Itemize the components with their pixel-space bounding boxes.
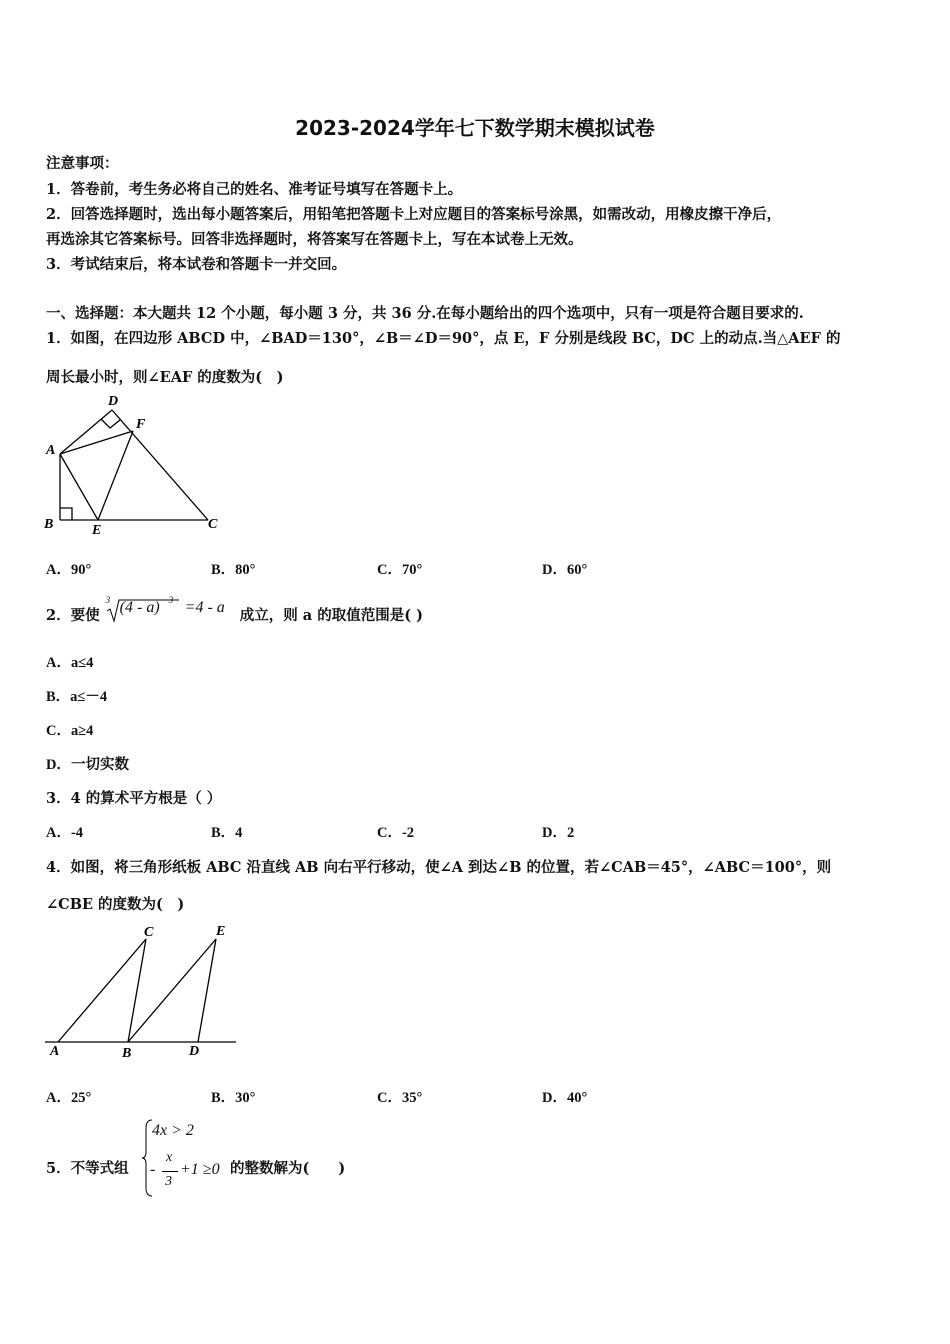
q3-option-b[interactable]: B．4 — [211, 825, 243, 841]
q5-ineq2-rest: +1 ≥0 — [180, 1161, 220, 1178]
q4-segment-be — [128, 939, 216, 1042]
q5-suffix: 的整数解为( ) — [230, 1160, 346, 1177]
q2-rhs: =4 - a — [184, 599, 225, 616]
notice-item-1: 1．答卷前，考生务必将自己的姓名、准考证号填写在答题卡上。 — [46, 181, 463, 198]
q5-inequality-1: 4x > 2 — [152, 1122, 194, 1139]
q1-segment-dc — [112, 410, 208, 520]
q3-option-c[interactable]: C．-2 — [377, 825, 415, 841]
q2-radicand: (4 - a) — [119, 599, 160, 616]
q1-right-angle-b — [60, 508, 72, 520]
q2-option-b[interactable]: B．a≤－4 — [46, 689, 108, 705]
q4-option-a[interactable]: A．25° — [46, 1090, 92, 1106]
q2-formula — [105, 595, 235, 627]
q2-option-a[interactable]: A．a≤4 — [46, 655, 94, 671]
q1-segment-ad — [60, 410, 112, 454]
notice-item-3: 3．考试结束后，将本试卷和答题卡一并交回。 — [46, 256, 347, 273]
q1-label-f: F — [136, 417, 146, 432]
q4-label-b: B — [122, 1046, 132, 1061]
q1-label-a: A — [46, 443, 56, 458]
q1-right-angle-d — [101, 419, 120, 428]
q1-option-b[interactable]: B．80° — [211, 562, 256, 578]
q4-segment-ed — [198, 939, 216, 1042]
q3-option-d[interactable]: D．2 — [542, 825, 575, 841]
q1-option-a[interactable]: A．90° — [46, 562, 92, 578]
section-heading: 一、选择题：本大题共 12 个小题，每小题 3 分，共 36 分.在每小题给出的四个选项中，只有一项是符合题目要求的. — [46, 305, 804, 322]
q4-label-e: E — [216, 924, 226, 939]
q4-option-d[interactable]: D．40° — [542, 1090, 588, 1106]
q1-stem-line2: 周长最小时，则∠EAF 的度数为( ) — [46, 369, 284, 386]
q4-label-a: A — [50, 1044, 60, 1059]
q1-option-c[interactable]: C．70° — [377, 562, 423, 578]
notice-item-2: 2．回答选择题时，选出每小题答案后，用铅笔把答题卡上对应题目的答案标号涂黑，如需改动，用橡皮擦干净后， — [46, 206, 782, 223]
q1-figure — [40, 388, 230, 538]
q1-segment-ef — [98, 431, 133, 520]
notice-heading: 注意事项： — [46, 155, 119, 172]
q3-option-a[interactable]: A．-4 — [46, 825, 84, 841]
q4-label-d: D — [189, 1044, 200, 1059]
q1-label-b: B — [44, 517, 54, 532]
q2-prefix: 2．要使 — [46, 607, 100, 624]
q5-prefix: 5．不等式组 — [46, 1160, 129, 1177]
q5-ineq2-numerator: x — [166, 1150, 173, 1165]
q4-stem-line1: 4．如图，将三角形纸板 ABC 沿直线 AB 向右平行移动，使∠A 到达∠B 的位置，若∠CAB＝45°，∠ABC＝100°，则 — [46, 859, 832, 876]
page-title: 2023-2024学年七下数学期末模拟试卷 — [295, 116, 655, 140]
q2-suffix: 成立，则 a 的取值范围是( ) — [239, 607, 423, 624]
q1-segment-af — [60, 431, 133, 454]
q1-segment-ae — [60, 454, 98, 520]
q2-stem — [46, 595, 423, 627]
q2-root-index: 3 — [105, 595, 111, 605]
notice-item-2-cont: 再选涂其它答案标号。回答非选择题时，将答案写在答题卡上，写在本试卷上无效。 — [46, 231, 583, 248]
q4-option-b[interactable]: B．30° — [211, 1090, 256, 1106]
q5-ineq2-sign: - — [150, 1161, 156, 1178]
q2-option-d[interactable]: D．一切实数 — [46, 757, 129, 773]
q4-figure — [40, 918, 240, 1063]
q1-label-e: E — [92, 523, 102, 538]
q4-option-c[interactable]: C．35° — [377, 1090, 423, 1106]
q2-exponent: 3 — [168, 595, 174, 605]
q3-stem: 3．4 的算术平方根是（ ） — [46, 790, 222, 807]
q4-segment-cb — [128, 939, 146, 1042]
q5-fraction-bar — [162, 1171, 178, 1172]
q4-label-c: C — [144, 925, 154, 940]
q4-stem-line2: ∠CBE 的度数为( ) — [46, 896, 185, 913]
q1-option-d[interactable]: D．60° — [542, 562, 588, 578]
q1-label-c: C — [208, 517, 218, 532]
q5-ineq2-denominator: 3 — [165, 1174, 172, 1189]
q1-stem-line1: 1．如图，在四边形 ABCD 中，∠BAD＝130°，∠B＝∠D＝90°，点 E，F 分别是线段 BC，DC 上的动点.当△AEF 的 — [46, 330, 841, 347]
q1-label-d: D — [108, 394, 119, 409]
q4-segment-ac — [58, 939, 146, 1042]
q2-option-c[interactable]: C．a≥4 — [46, 723, 94, 739]
